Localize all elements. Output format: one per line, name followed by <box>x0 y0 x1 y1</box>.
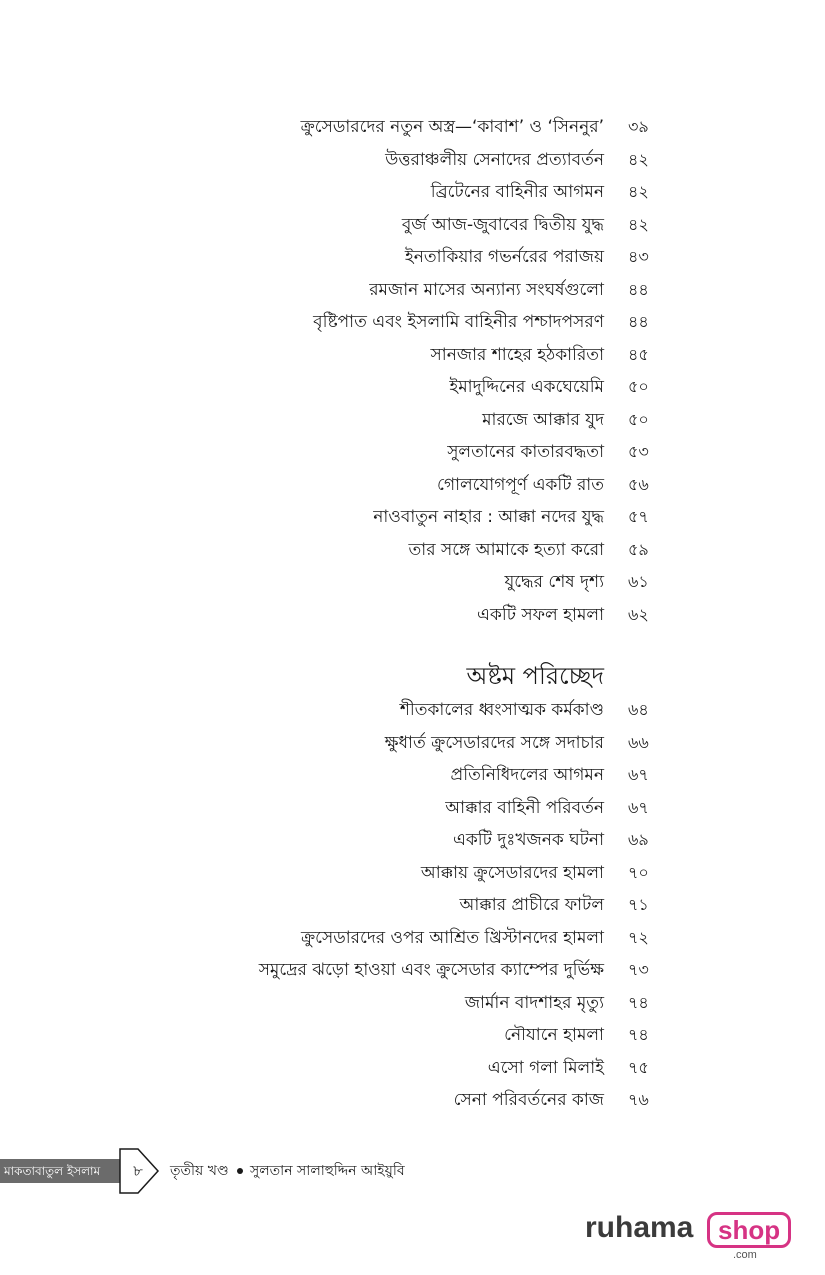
toc-entry <box>0 1021 825 1053</box>
toc-entry-page: ৪২ <box>628 214 649 234</box>
toc-entry-page: ৭২ <box>628 927 649 947</box>
toc-entry-title: ক্ষুধার্ত ক্রুসেডারদের সঙ্গে সদাচার <box>384 732 604 753</box>
toc-entry-title: আক্কার বাহিনী পরিবর্তন <box>445 797 604 818</box>
brand-shop-badge: shop <box>707 1212 791 1248</box>
page-footer <box>0 1147 825 1195</box>
toc-entry-page: ৬৪ <box>628 700 649 719</box>
toc-entry-page: ৩৯ <box>628 117 649 136</box>
toc-entry <box>0 211 825 243</box>
separator-dot-icon <box>237 1168 243 1174</box>
toc-entry <box>0 989 825 1021</box>
toc-entry <box>0 503 825 535</box>
toc-entry-title: ব্রিটেনের বাহিনীর আগমন <box>430 182 604 202</box>
toc-entry-title: সুলতানের কাতারবদ্ধতা <box>447 442 604 462</box>
toc-entry-title: ইমাদুদ্দিনের একঘেয়েমি <box>449 377 604 397</box>
toc-entry <box>0 243 825 275</box>
toc-entry-title: যুদ্ধের শেষ দৃশ্য <box>504 572 604 592</box>
toc-entry-title: একটি দুঃখজনক ঘটনা <box>452 830 604 850</box>
toc-entry-title: নৌযানে হামলা <box>504 1025 604 1045</box>
toc-entry <box>0 341 825 373</box>
brand-logo <box>585 1206 785 1266</box>
toc-entry-title: সমুদ্রের ঝড়ো হাওয়া এবং ক্রুসেডার ক্যাম্পের দুর্ভিক্ষ <box>258 960 604 980</box>
toc-entry <box>0 601 825 633</box>
toc-entry <box>0 536 825 568</box>
toc-entry-title: বুর্জ আজ-জুবাবের দ্বিতীয় যুদ্ধ <box>401 214 604 235</box>
toc-entry-title: ক্রুসেডারদের ওপর আশ্রিত খ্রিস্টানদের হামলা <box>300 927 604 948</box>
toc-entry <box>0 568 825 600</box>
toc-entry-page: ৪২ <box>628 149 649 169</box>
toc-entry-title: তার সঙ্গে আমাকে হত্যা করো <box>408 539 604 560</box>
toc-entry <box>0 1054 825 1086</box>
toc-entry <box>0 956 825 988</box>
toc-entry-page: ৪৫ <box>628 344 649 364</box>
toc-entry-title: একটি সফল হামলা <box>477 604 604 625</box>
toc-entry-page: ৭৫ <box>628 1057 649 1077</box>
author-title: সুলতান সালাহুদ্দিন আইয়ুবি <box>250 1163 405 1179</box>
toc-entry-title: নাওবাতুন নাহার : আক্কা নদের যুদ্ধ <box>373 507 604 527</box>
toc-entry-title: আক্কায় ক্রুসেডারদের হামলা <box>420 862 604 883</box>
toc-entry-title: প্রতিনিধিদলের আগমন <box>450 765 604 785</box>
toc-entry-page: ৭৬ <box>628 1090 649 1109</box>
toc-entry-page: ৪৩ <box>628 247 649 266</box>
toc-entry-page: ৫৬ <box>628 474 649 494</box>
toc-entry <box>0 308 825 340</box>
toc-entry-title: ইনতাকিয়ার গভর্নরের পরাজয় <box>404 247 604 267</box>
toc-entry <box>0 794 825 826</box>
toc-entry <box>0 761 825 793</box>
toc-entry <box>0 729 825 761</box>
toc-entry-title: উত্তরাঞ্চলীয় সেনাদের প্রত্যাবর্তন <box>385 149 604 170</box>
toc-entry <box>0 146 825 178</box>
toc-entry <box>0 471 825 503</box>
toc-entry <box>0 826 825 858</box>
toc-entry <box>0 113 825 145</box>
toc-entry-page: ৫০ <box>628 409 649 429</box>
toc-entry-title: মারজে আক্কার যুদ <box>482 409 604 430</box>
toc-entry-page: ৭৪ <box>628 992 649 1012</box>
toc-entry-title: রমজান মাসের অন্যান্য সংঘর্ষগুলো <box>369 279 604 300</box>
brand-name: ruhama <box>585 1211 694 1244</box>
toc-entry <box>0 178 825 210</box>
toc-entry <box>0 891 825 923</box>
toc-entry-title: গোলযোগপূর্ণ একটি রাত <box>437 474 604 495</box>
toc-entry-page: ৫৩ <box>628 442 649 461</box>
toc-entry-title: সানজার শাহের হঠকারিতা <box>430 344 604 365</box>
toc-entry-title: এসো গলা মিলাই <box>487 1057 604 1078</box>
brand-domain: .com <box>733 1249 757 1261</box>
toc-entry-title: বৃষ্টিপাত এবং ইসলামি বাহিনীর পশ্চাদপসরণ <box>313 312 604 332</box>
toc-entry <box>0 924 825 956</box>
toc-entry-page: ৫৭ <box>628 507 649 526</box>
toc-entry <box>0 859 825 891</box>
toc-entry-page: ৭০ <box>628 862 649 882</box>
toc-entry-page: ৭১ <box>628 895 649 914</box>
toc-entry <box>0 696 825 728</box>
toc-entry-page: ৬২ <box>628 604 649 624</box>
toc-entry-title: শীতকালের ধ্বংসাত্মক কর্মকাণ্ড <box>399 700 604 720</box>
toc-entry-page: ৫০ <box>628 377 649 396</box>
toc-entry-page: ৬৭ <box>628 765 649 784</box>
toc-entry <box>0 1086 825 1118</box>
toc-entry-page: ৭৪ <box>628 1025 649 1044</box>
toc-entry-title: আক্কার প্রাচীরে ফাটল <box>459 895 604 915</box>
toc-entry-page: ৪৪ <box>628 279 649 299</box>
toc-entry-title: সেনা পরিবর্তনের কাজ <box>453 1090 604 1110</box>
toc-entry-title: ক্রুসেডারদের নতুন অস্ত্র—‘কাবাশ’ ও ‘সিননুর’ <box>300 117 604 137</box>
toc-entry <box>0 438 825 470</box>
toc-entry-page: ৫৯ <box>628 539 649 559</box>
toc-entry-page: ৬৬ <box>628 732 649 752</box>
toc-entry-title: জার্মান বাদশাহর মৃত্যু <box>464 992 604 1013</box>
toc-entry <box>0 406 825 438</box>
toc-entry-page: ৬৯ <box>628 830 649 849</box>
toc-entry <box>0 373 825 405</box>
toc-entry-page: ৪৪ <box>628 312 649 331</box>
toc-entry-page: ৬৭ <box>628 797 649 817</box>
toc-entry-page: ৭৩ <box>628 960 649 979</box>
volume-label: তৃতীয় খণ্ড <box>170 1163 229 1179</box>
toc-entry-page: ৬১ <box>628 572 649 591</box>
chapter-heading: অষ্টম পরিচ্ছেদ <box>466 662 604 690</box>
toc-entry-page: ৪২ <box>628 182 649 201</box>
series-label: মাকতাবাতুল ইসলাম <box>0 1159 124 1183</box>
toc-entry <box>0 276 825 308</box>
page-number: ৮ <box>133 1162 143 1180</box>
